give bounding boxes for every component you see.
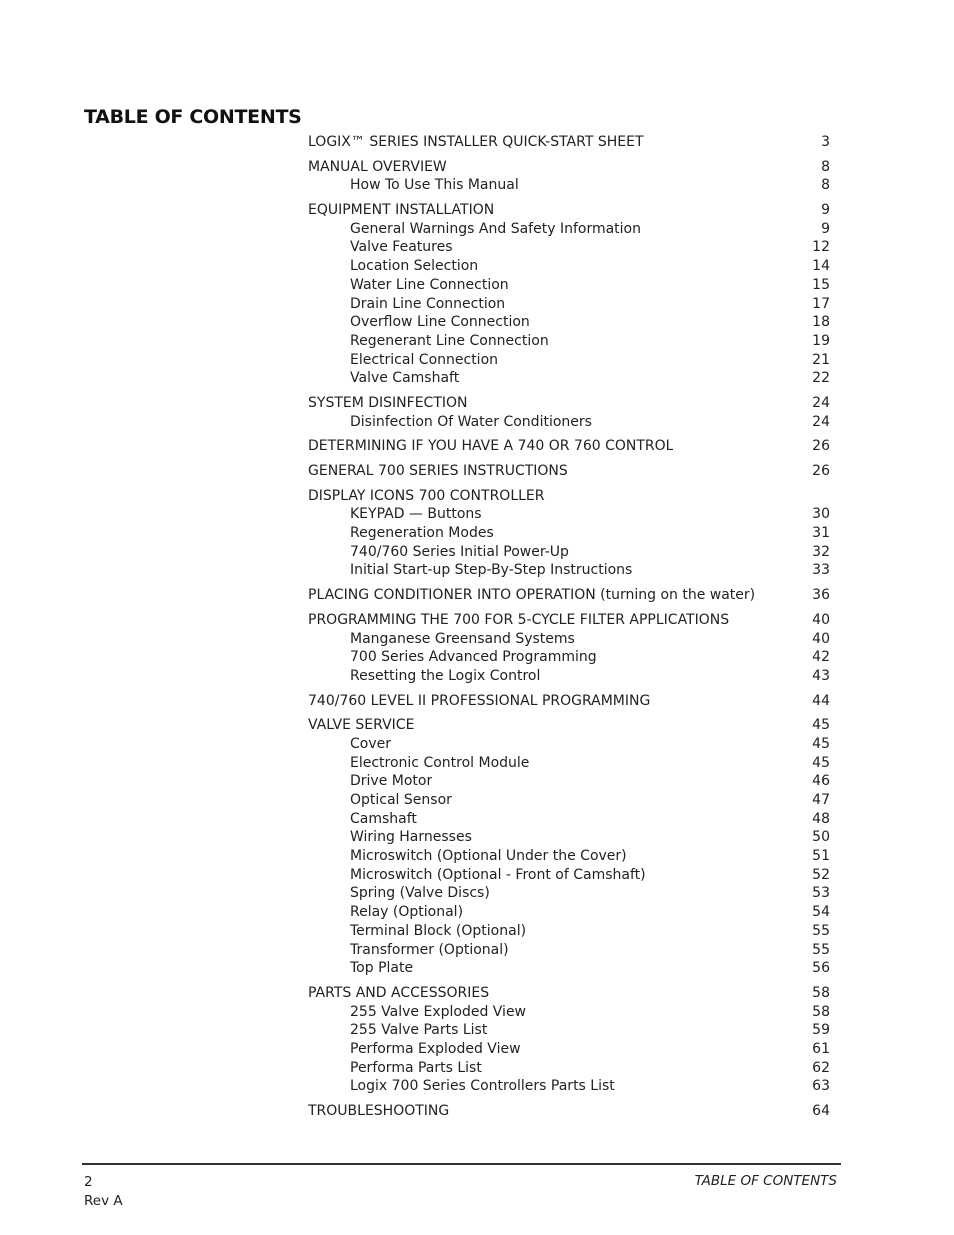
toc-entry-title: GENERAL 700 SERIES INSTRUCTIONS — [308, 463, 568, 479]
toc-entry-page: 64 — [812, 1103, 830, 1119]
toc-entry-page: 58 — [812, 984, 830, 1001]
toc-subentry-page: 54 — [812, 904, 830, 921]
toc-entry[interactable] — [308, 201, 830, 220]
toc-entry[interactable] — [308, 1102, 830, 1121]
footer-page-number: 2 — [84, 1174, 93, 1190]
toc-subentry-title: Manganese Greensand Systems — [350, 630, 575, 647]
toc-subentry[interactable] — [308, 791, 830, 810]
page-title: TABLE OF CONTENTS — [84, 106, 302, 128]
toc-entry-title: MANUAL OVERVIEW — [308, 158, 447, 175]
toc-entry[interactable] — [308, 437, 830, 456]
toc-section — [308, 201, 830, 388]
toc-subentry-title: General Warnings And Safety Information — [350, 220, 641, 237]
footer-left — [84, 1173, 123, 1211]
toc-section — [308, 611, 830, 686]
toc-subentry-page: 62 — [812, 1059, 830, 1076]
toc-subentry-title: Regeneration Modes — [350, 525, 494, 542]
toc-subentry-title: Overflow Line Connection — [350, 314, 530, 331]
toc-section — [308, 716, 830, 978]
toc-entry-title: PARTS AND ACCESSORIES — [308, 984, 490, 1001]
toc-entry-title: SYSTEM DISINFECTION — [308, 394, 468, 411]
toc-subentry-title: Drive Motor — [350, 773, 433, 790]
toc-subentry[interactable] — [308, 1059, 830, 1078]
toc-entry-title: VALVE SERVICE — [308, 717, 415, 734]
toc-subentry-page: 15 — [812, 276, 830, 293]
toc-subentry-page: 40 — [812, 630, 830, 647]
toc-entry[interactable] — [308, 692, 830, 711]
toc-subentry[interactable] — [308, 313, 830, 332]
toc-subentry[interactable] — [308, 176, 830, 195]
toc-entry[interactable] — [308, 462, 830, 481]
toc-subentry[interactable] — [308, 351, 830, 370]
toc-subentry-title: 255 Valve Parts List — [350, 1022, 488, 1039]
toc-subentry[interactable] — [308, 667, 830, 686]
toc-entry-page: 44 — [812, 692, 830, 709]
toc-entry-page: 8 — [821, 158, 830, 175]
toc-subentry[interactable] — [308, 524, 830, 543]
toc-entry-page: 45 — [812, 717, 830, 734]
toc-subentry-title: Microswitch (Optional - Front of Camshaft) — [350, 866, 646, 883]
toc-subentry-page: 63 — [812, 1078, 830, 1095]
toc-subentry-page: 53 — [812, 885, 830, 902]
toc-subentry-page: 55 — [812, 922, 830, 939]
toc-entry[interactable] — [308, 984, 830, 1003]
toc-entry-page: 3 — [821, 134, 830, 150]
toc-subentry[interactable] — [308, 1003, 830, 1022]
toc-entry-page: 26 — [812, 463, 830, 479]
toc-subentry[interactable] — [308, 866, 830, 885]
toc-section — [308, 1102, 830, 1121]
toc-subentry-page: 21 — [812, 351, 830, 368]
toc-subentry-title: How To Use This Manual — [350, 177, 519, 194]
toc-entry-page: 26 — [812, 438, 830, 455]
toc-subentry[interactable] — [308, 561, 830, 580]
toc-subentry-title: Spring (Valve Discs) — [350, 885, 490, 902]
toc-subentry-title: Valve Features — [350, 239, 453, 256]
toc-subentry[interactable] — [308, 847, 830, 866]
toc-subentry-title: Transformer (Optional) — [350, 941, 509, 958]
toc-subentry[interactable] — [308, 959, 830, 978]
toc-subentry[interactable] — [308, 1040, 830, 1059]
toc-subentry[interactable] — [308, 220, 830, 239]
toc-subentry-page: 8 — [821, 177, 830, 194]
toc-entry-title: PROGRAMMING THE 700 FOR 5-CYCLE FILTER APPLICATIONS — [308, 611, 730, 628]
toc-section — [308, 487, 830, 580]
toc-subentry[interactable] — [308, 772, 830, 791]
toc-subentry-title: 700 Series Advanced Programming — [350, 649, 597, 666]
toc-section — [308, 586, 830, 605]
toc-subentry[interactable] — [308, 257, 830, 276]
toc-subentry-page: 59 — [812, 1022, 830, 1039]
toc-subentry-title: Disinfection Of Water Conditioners — [350, 413, 592, 430]
toc-subentry[interactable] — [308, 735, 830, 754]
toc-subentry-page: 9 — [821, 220, 830, 237]
toc-subentry-title: Logix 700 Series Controllers Parts List — [350, 1078, 615, 1095]
toc-subentry[interactable] — [308, 295, 830, 314]
toc-subentry-title: Wiring Harnesses — [350, 829, 472, 846]
toc-subentry-page: 46 — [812, 773, 830, 790]
table-of-contents — [308, 133, 830, 1127]
toc-subentry-title: Electrical Connection — [350, 351, 499, 368]
toc-subentry-page: 30 — [812, 506, 830, 523]
toc-subentry[interactable] — [308, 543, 830, 562]
toc-subentry-page: 61 — [812, 1040, 830, 1057]
footer-running-title: TABLE OF CONTENTS — [694, 1173, 837, 1189]
toc-entry-title: DETERMINING IF YOU HAVE A 740 OR 760 CONTROL — [308, 438, 674, 455]
toc-subentry-title: Performa Exploded View — [350, 1040, 521, 1057]
toc-subentry[interactable] — [308, 1077, 830, 1096]
toc-subentry[interactable] — [308, 884, 830, 903]
toc-subentry-page: 18 — [812, 314, 830, 331]
toc-section — [308, 462, 830, 481]
toc-subentry-title: Valve Camshaft — [350, 370, 460, 387]
toc-subentry[interactable] — [308, 369, 830, 388]
toc-entry-page: 9 — [821, 202, 830, 219]
toc-subentry[interactable] — [308, 648, 830, 667]
toc-subentry[interactable] — [308, 276, 830, 295]
toc-subentry-title: Initial Start-up Step-By-Step Instructions — [350, 562, 633, 579]
toc-subentry-title: KEYPAD — Buttons — [350, 506, 482, 523]
toc-subentry-page: 45 — [812, 735, 830, 752]
toc-subentry[interactable] — [308, 903, 830, 922]
toc-entry[interactable] — [308, 487, 830, 506]
toc-subentry-page: 12 — [812, 239, 830, 256]
toc-subentry-page: 55 — [812, 941, 830, 958]
toc-subentry-page: 17 — [812, 295, 830, 312]
toc-subentry-title: Terminal Block (Optional) — [350, 922, 527, 939]
toc-subentry-page: 43 — [812, 667, 830, 684]
toc-subentry-page: 14 — [812, 258, 830, 275]
toc-subentry[interactable] — [308, 1021, 830, 1040]
toc-entry[interactable] — [308, 586, 830, 605]
toc-section — [308, 158, 830, 195]
toc-subentry[interactable] — [308, 941, 830, 960]
toc-subentry[interactable] — [308, 505, 830, 524]
toc-subentry-page: 22 — [812, 370, 830, 387]
toc-subentry[interactable] — [308, 630, 830, 649]
toc-entry[interactable] — [308, 611, 830, 630]
toc-subentry-title: Microswitch (Optional Under the Cover) — [350, 848, 627, 865]
toc-entry-title: TROUBLESHOOTING — [308, 1103, 450, 1119]
toc-subentry[interactable] — [308, 413, 830, 432]
toc-subentry-title: Camshaft — [350, 810, 417, 827]
toc-subentry-title: Water Line Connection — [350, 276, 509, 293]
toc-subentry-title: Top Plate — [350, 960, 414, 977]
toc-subentry-page: 32 — [812, 543, 830, 560]
toc-entry[interactable] — [308, 394, 830, 413]
toc-section — [308, 692, 830, 711]
toc-entry[interactable] — [308, 158, 830, 177]
toc-subentry-title: Regenerant Line Connection — [350, 332, 549, 349]
toc-entry-title: EQUIPMENT INSTALLATION — [308, 202, 495, 219]
toc-entry[interactable] — [308, 133, 830, 152]
toc-entry-page: 40 — [812, 611, 830, 628]
toc-subentry[interactable] — [308, 238, 830, 257]
toc-subentry-title: Performa Parts List — [350, 1059, 482, 1076]
toc-subentry-page: 48 — [812, 810, 830, 827]
toc-entry-title: 740/760 LEVEL II PROFESSIONAL PROGRAMMING — [308, 692, 651, 709]
toc-entry-title: PLACING CONDITIONER INTO OPERATION (turning on the water) — [308, 587, 756, 604]
toc-subentry-page: 58 — [812, 1003, 830, 1020]
toc-subentry[interactable] — [308, 332, 830, 351]
toc-subentry-title: Relay (Optional) — [350, 904, 464, 921]
toc-subentry-title: Cover — [350, 735, 391, 752]
toc-subentry-page: 24 — [812, 413, 830, 430]
toc-subentry-title: 740/760 Series Initial Power-Up — [350, 543, 569, 560]
toc-entry[interactable] — [308, 716, 830, 735]
toc-subentry-page: 31 — [812, 525, 830, 542]
toc-subentry-page: 52 — [812, 866, 830, 883]
toc-subentry-page: 42 — [812, 649, 830, 666]
toc-subentry-title: Optical Sensor — [350, 792, 452, 808]
toc-subentry-page: 56 — [812, 960, 830, 977]
toc-entry-title: LOGIX™ SERIES INSTALLER QUICK-START SHEET — [308, 134, 644, 150]
toc-subentry-page: 45 — [812, 754, 830, 771]
toc-subentry[interactable] — [308, 922, 830, 941]
footer-revision: Rev A — [84, 1193, 123, 1209]
toc-entry-title: DISPLAY ICONS 700 CONTROLLER — [308, 487, 545, 504]
toc-subentry-page: 51 — [812, 848, 830, 865]
toc-subentry-title: Drain Line Connection — [350, 295, 506, 312]
toc-section — [308, 984, 830, 1096]
toc-subentry-page: 33 — [812, 562, 830, 579]
toc-subentry-title: Electronic Control Module — [350, 754, 530, 771]
toc-section — [308, 394, 830, 431]
toc-entry-page: 36 — [812, 587, 830, 604]
toc-subentry-page: 50 — [812, 829, 830, 846]
toc-section — [308, 437, 830, 456]
toc-section — [308, 133, 830, 152]
toc-subentry-page: 47 — [812, 792, 830, 808]
footer-divider — [82, 1163, 841, 1165]
toc-entry-page: 24 — [812, 394, 830, 411]
toc-subentry[interactable] — [308, 754, 830, 773]
toc-subentry-page: 19 — [812, 332, 830, 349]
toc-subentry-title: Location Selection — [350, 258, 479, 275]
toc-subentry[interactable] — [308, 828, 830, 847]
toc-subentry-title: 255 Valve Exploded View — [350, 1003, 527, 1020]
toc-subentry[interactable] — [308, 810, 830, 829]
toc-subentry-title: Resetting the Logix Control — [350, 667, 541, 684]
